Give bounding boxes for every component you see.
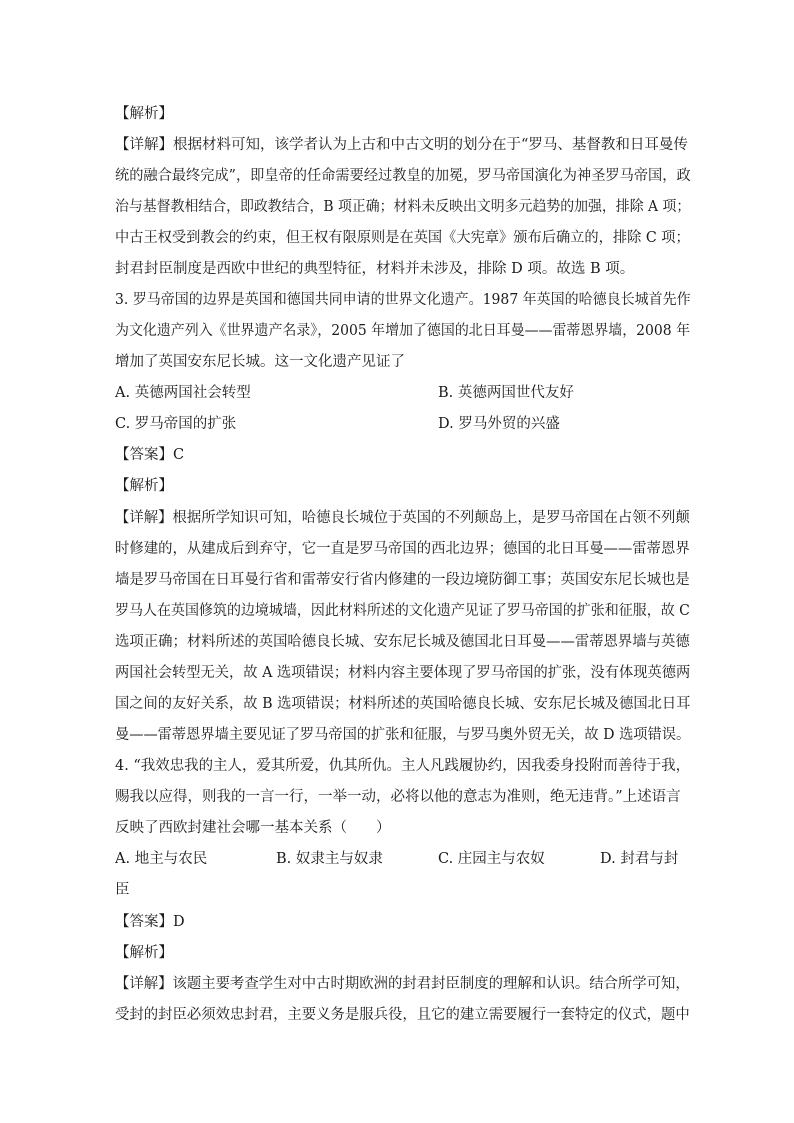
q4-option-d: D. 封君与封	[600, 851, 679, 867]
question-4-stem: 反映了西欧封建社会哪一基本关系（ ）	[115, 820, 391, 836]
text-line: 中古王权受到教会的约束，但王权有限原则是在英国《大宪章》颁布后确立的，排除 C 项；	[115, 230, 690, 246]
text-line: 受封的封臣必须效忠封君，主要义务是服兵役，且它的建立需要履行一套特定的仪式，题中	[115, 1007, 690, 1023]
text-line: 曼——雷蒂恩界墙主要见证了罗马帝国的扩张和征服，与罗马奥外贸无关，故 D 选项错误。	[115, 727, 691, 743]
q3-option-a: A. 英德两国社会转型	[115, 385, 251, 401]
text-line: 罗马人在英国修筑的边境城墙，因此材料所述的文化遗产见证了罗马帝国的扩张和征服，故 C	[115, 603, 690, 619]
question-3-stem: 增加了英国安东尼长城。这一文化遗产见证了	[115, 354, 405, 370]
q3-option-c: C. 罗马帝国的扩张	[115, 416, 237, 432]
text-line: 时修建的，从建成后到弃守，它一直是罗马帝国的西北边界；德国的北日耳曼——雷蒂恩界	[115, 541, 690, 557]
text-line: 封君封臣制度是西欧中世纪的典型特征，材料并未涉及，排除 D 项。故选 B 项。	[115, 261, 635, 277]
text-line: 【详解】根据所学知识可知，哈德良长城位于英国的不列颠岛上，是罗马帝国在占领不列颠	[115, 510, 690, 526]
q4-option-a: A. 地主与农民	[115, 851, 208, 867]
section-heading-analysis: 【解析】	[115, 106, 173, 122]
q4-option-c: C. 庄园主与农奴	[438, 851, 545, 867]
text-line: 统的融合最终完成”，即皇帝的任命需要经过教皇的加冕，罗马帝国演化为神圣罗马帝国，政	[115, 168, 691, 184]
q3-option-b: B. 英德两国世代友好	[438, 385, 574, 401]
question-3-stem: 为文化遗产列入《世界遗产名录》，2005 年增加了德国的北日耳曼——雷蒂恩界墙，2008 年	[115, 323, 691, 339]
question-4-stem: 赐我以应得，则我的一言一行，一举一动，必将以他的意志为准则，绝无违背。”上述语言	[115, 789, 681, 805]
answer-label: 【答案】C	[115, 447, 185, 463]
text-line: 两国社会转型无关，故 A 选项错误；材料内容主要体现了罗马帝国的扩张，没有体现英德两	[115, 665, 691, 681]
q3-option-d: D. 罗马外贸的兴盛	[438, 416, 560, 432]
q4-option-d-wrap: 臣	[115, 882, 130, 898]
text-line: 治与基督教相结合，即政教结合，B 项正确；材料未反映出文明多元趋势的加强，排除 A 项；	[115, 199, 691, 215]
question-3-stem: 3. 罗马帝国的边界是英国和德国共同申请的世界文化遗产。1987 年英国的哈德良长城首先作	[115, 292, 691, 308]
text-line: 【详解】该题主要考查学生对中古时期欧洲的封君封臣制度的理解和认识。结合所学可知，	[115, 976, 690, 992]
question-4-stem: 4. “我效忠我的主人，爱其所爱，仇其所仇。主人凡践履协约，因我委身投附而善待于我，	[115, 758, 691, 774]
section-heading-analysis: 【解析】	[115, 478, 173, 494]
text-line: 墙是罗马帝国在日耳曼行省和雷蒂安行省内修建的一段边境防御工事；英国安东尼长城也是	[115, 572, 690, 588]
text-line: 【详解】根据材料可知，该学者认为上古和中古文明的划分在于“罗马、基督教和日耳曼传	[115, 137, 688, 153]
text-line: 国之间的友好关系，故 B 选项错误；材料所述的英国哈德良长城、安东尼长城及德国北日耳	[115, 696, 691, 712]
answer-label: 【答案】D	[115, 914, 185, 930]
q4-option-b: B. 奴隶主与奴隶	[276, 851, 383, 867]
section-heading-analysis: 【解析】	[115, 945, 173, 961]
text-line: 选项正确；材料所述的英国哈德良长城、安东尼长城及德国北日耳曼——雷蒂恩界墙与英德	[115, 634, 690, 650]
